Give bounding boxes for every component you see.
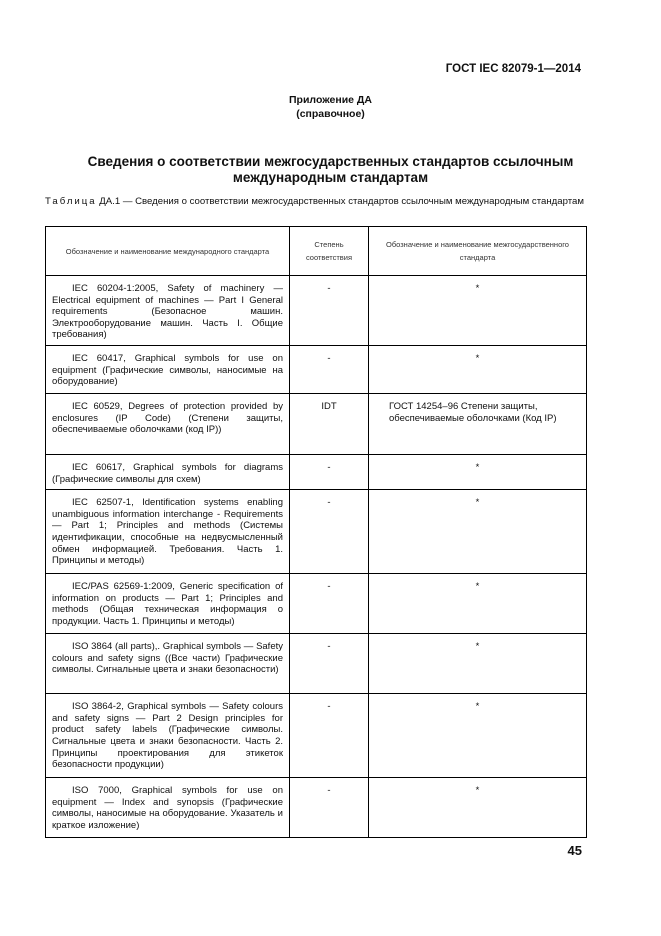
cell-international: IEC 60617, Graphical symbols for diagrams (Графические символы для схем) [46, 454, 290, 489]
table-caption-text: ДА.1 — Сведения о соответствии межгосударственных стандартов ссылочным международным стандартам [96, 196, 584, 207]
cell-degree: - [290, 694, 369, 778]
table-row [46, 778, 587, 838]
table-row [46, 490, 587, 574]
cell-international: IEC/PAS 62569-1:2009, Generic specification of information on products — Part 1; Principles and methods (Общая техническая информация о продукции. Часть 1. Принципы и методы) [46, 574, 290, 634]
table-row [46, 345, 587, 393]
cell-interstate: * [369, 345, 587, 393]
table-row [46, 574, 587, 634]
appendix-heading [0, 93, 661, 121]
cell-interstate: * [369, 490, 587, 574]
header-international: Обозначение и наименование международного стандарта [46, 227, 290, 276]
cell-international: IEC 60417, Graphical symbols for use on equipment (Графические символы, наносимые на оборудование) [46, 345, 290, 393]
cell-international: IEC 60204-1:2005, Safety of machinery — Electrical equipment of machines — Part I General requirements (Безопасное машин. Электрооборудование машин. Часть I. Общие требования) [46, 276, 290, 346]
cell-interstate: * [369, 778, 587, 838]
cell-degree: - [290, 276, 369, 346]
table-row [46, 454, 587, 489]
page-number: 45 [567, 843, 582, 858]
standards-table [45, 226, 587, 838]
table-row [46, 393, 587, 454]
cell-international: ISO 3864-2, Graphical symbols — Safety colours and safety signs — Part 2 Design principles for product safety labels (Графические символы. Сигнальные цвета и знаки безопасности. Часть 2. Принципы проектирования для этикеток безопасности продукции) [46, 694, 290, 778]
table-header-row [46, 227, 587, 276]
appendix-title: Приложение ДА [289, 94, 372, 106]
table-caption [45, 196, 585, 208]
header-degree: Степень соответствия [290, 227, 369, 276]
cell-degree: - [290, 454, 369, 489]
cell-international: ISO 3864 (all parts),. Graphical symbols — Safety colours and safety signs ((Все части) Графические символы. Сигнальные цвета и знаки безопасности) [46, 634, 290, 694]
cell-interstate: * [369, 574, 587, 634]
cell-interstate: * [369, 454, 587, 489]
header-interstate: Обозначение и наименование межгосударственного стандарта [369, 227, 587, 276]
cell-degree: - [290, 634, 369, 694]
cell-degree: - [290, 345, 369, 393]
cell-degree: - [290, 490, 369, 574]
cell-interstate: ГОСТ 14254–96 Степени защиты, обеспечиваемые оболочками (Код IP) [369, 393, 587, 454]
cell-international: ISO 7000, Graphical symbols for use on equipment — Index and synopsis (Графические символы, наносимые на оборудование. Указатель и краткое изложение) [46, 778, 290, 838]
table-caption-label: Таблица [45, 196, 97, 207]
table-row [46, 694, 587, 778]
cell-international: IEC 62507-1, Identification systems enabling unambiguous information interchange - Requirements — Part 1; Principles and methods (Системы идентификации, способные на недвусмысленный обмен информацией. Требования. Часть 1. Принципы и методы) [46, 490, 290, 574]
table-row [46, 634, 587, 694]
appendix-subtitle: (справочное) [296, 108, 365, 120]
cell-degree: - [290, 778, 369, 838]
table-row [46, 276, 587, 346]
cell-interstate: * [369, 634, 587, 694]
cell-degree: IDT [290, 393, 369, 454]
main-title: Сведения о соответствии межгосударственных стандартов ссылочным международным стандартам [87, 154, 574, 185]
cell-degree: - [290, 574, 369, 634]
document-id: ГОСТ IEC 82079-1—2014 [445, 63, 581, 75]
cell-interstate: * [369, 276, 587, 346]
cell-interstate: * [369, 694, 587, 778]
cell-international: IEC 60529, Degrees of protection provided by enclosures (IP Code) (Степени защиты, обеспечиваемые оболочками (код IP)) [46, 393, 290, 454]
